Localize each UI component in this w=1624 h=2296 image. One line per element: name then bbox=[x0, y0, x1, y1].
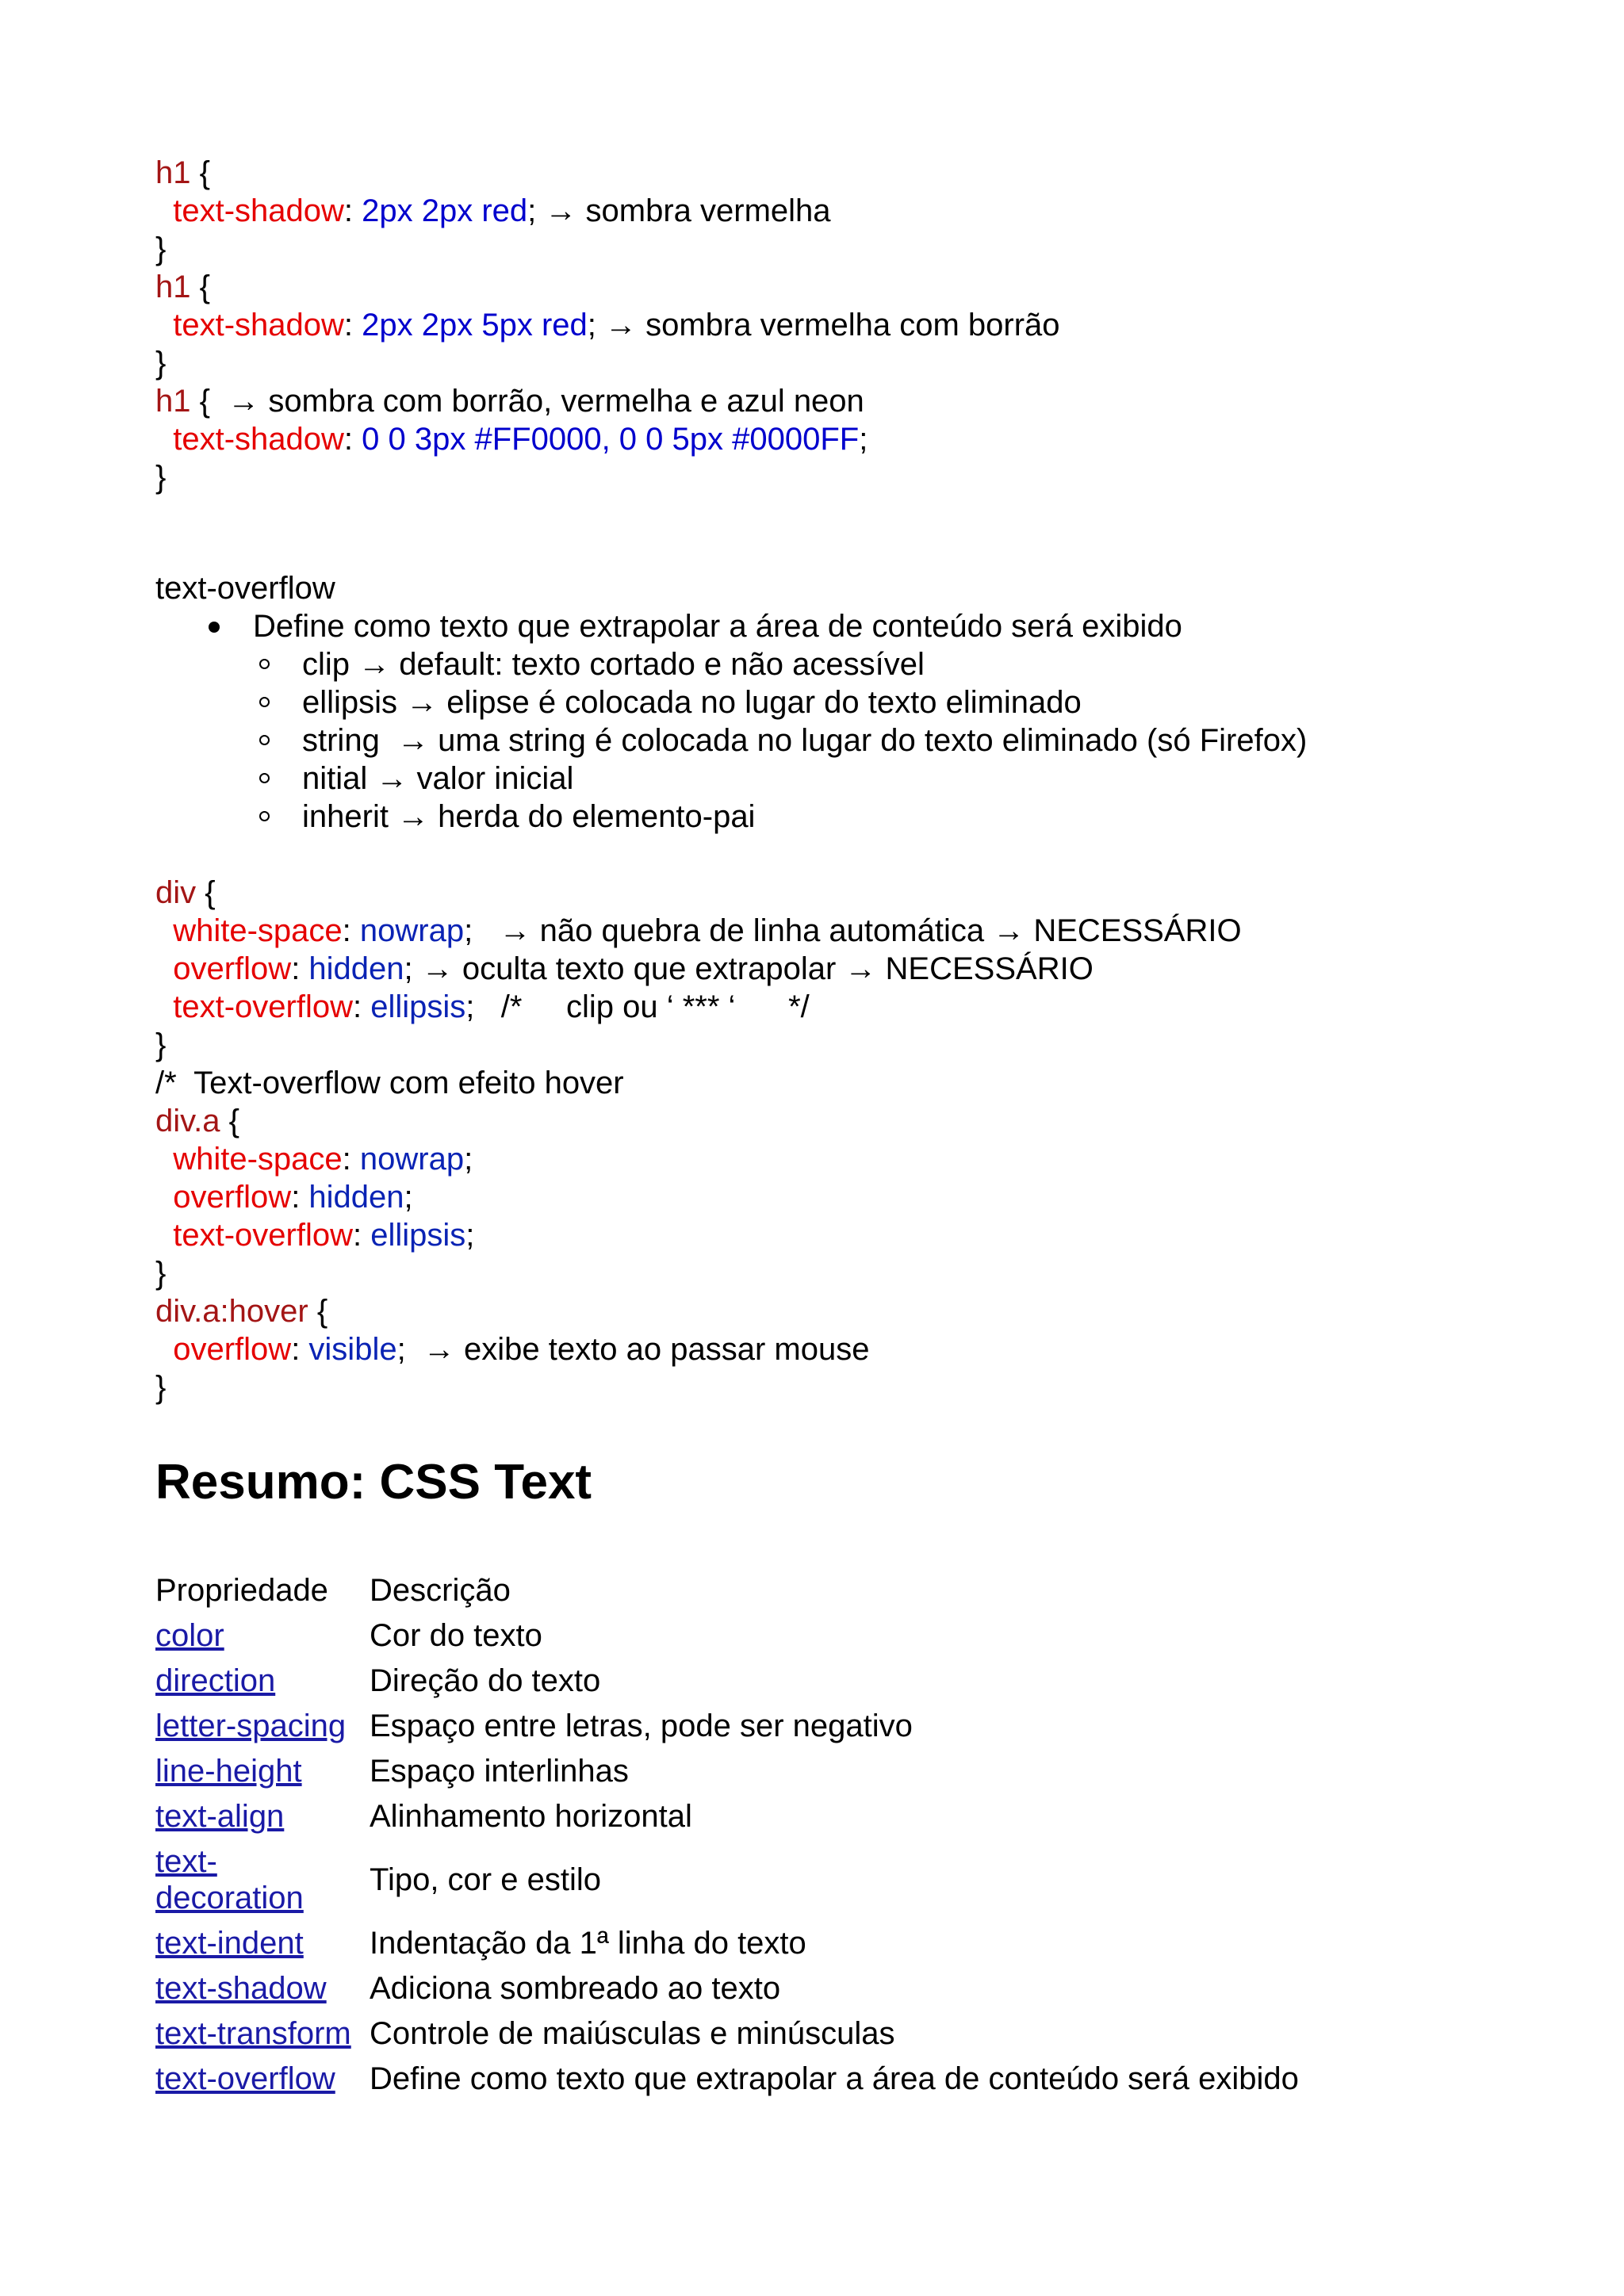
code-comment: ; → sombra vermelha com borrão bbox=[587, 308, 1060, 342]
code-text: : bbox=[291, 951, 309, 986]
css-property: text-shadow bbox=[173, 308, 344, 342]
table-row bbox=[155, 1794, 1307, 1839]
list-item: ellipsis → elipse é colocada no lugar do texto eliminado bbox=[302, 685, 1082, 720]
code-comment: ; → sombra vermelha bbox=[527, 193, 831, 228]
css-selector: h1 bbox=[155, 384, 191, 419]
list-item: clip → default: texto cortado e não acessível bbox=[302, 647, 925, 682]
section-title: text-overflow bbox=[155, 571, 335, 606]
list-item: Define como texto que extrapolar a área de conteúdo será exibido bbox=[253, 609, 1182, 644]
code-line bbox=[155, 1140, 473, 1178]
css-property: white-space bbox=[173, 1142, 343, 1177]
column-header: Descrição bbox=[370, 1573, 511, 1608]
code-text: : bbox=[352, 989, 371, 1024]
code-line bbox=[155, 950, 1094, 988]
table-cell: Controle de maiúsculas e minúsculas bbox=[370, 2016, 895, 2051]
code-line: } bbox=[155, 1256, 167, 1291]
table-cell: Direção do texto bbox=[370, 1663, 601, 1698]
bullet-circle-icon bbox=[259, 735, 270, 745]
code-text: ; bbox=[465, 1218, 475, 1253]
css-property: overflow bbox=[173, 1332, 292, 1367]
table-row bbox=[155, 1966, 1307, 2011]
code-line bbox=[155, 154, 210, 192]
code-text: : bbox=[343, 308, 362, 342]
css-selector: h1 bbox=[155, 155, 191, 190]
code-line bbox=[155, 420, 868, 458]
css-value: 0 0 3px #FF0000, 0 0 5px #0000FF bbox=[362, 422, 860, 457]
code-text: { bbox=[190, 270, 210, 304]
code-line bbox=[155, 192, 831, 230]
property-link[interactable]: text- decoration bbox=[155, 1844, 304, 1915]
code-text: : bbox=[291, 1332, 309, 1367]
code-text: ; bbox=[859, 422, 868, 457]
code-line bbox=[155, 1292, 327, 1330]
table-cell: Define como texto que extrapolar a área de conteúdo será exibido bbox=[370, 2061, 1299, 2096]
property-link[interactable]: text-transform bbox=[155, 2016, 351, 2051]
bullet-circle-icon bbox=[259, 659, 270, 669]
css-property: text-overflow bbox=[173, 989, 353, 1024]
code-line: } bbox=[155, 1370, 167, 1405]
property-link[interactable]: line-height bbox=[155, 1754, 302, 1789]
code-text: : bbox=[291, 1180, 309, 1215]
code-line bbox=[155, 268, 210, 306]
code-line bbox=[155, 988, 810, 1026]
code-text: { bbox=[196, 875, 216, 910]
section-heading: Resumo: CSS Text bbox=[155, 1455, 592, 1510]
table-row bbox=[155, 1613, 1307, 1659]
css-selector: div.a bbox=[155, 1104, 220, 1138]
css-value: ellipsis bbox=[370, 989, 466, 1024]
table-cell: Indentação da 1ª linha do texto bbox=[370, 1926, 806, 1961]
table-cell: Tipo, cor e estilo bbox=[370, 1862, 601, 1897]
code-text: : bbox=[352, 1218, 371, 1253]
table-row bbox=[155, 1749, 1307, 1794]
code-line bbox=[155, 382, 864, 420]
css-value: nowrap bbox=[359, 913, 465, 948]
code-line bbox=[155, 1330, 869, 1368]
list-item: string → uma string é colocada no lugar do texto eliminado (só Firefox) bbox=[302, 723, 1308, 758]
property-link[interactable]: letter-spacing bbox=[155, 1709, 347, 1743]
table-cell: Espaço entre letras, pode ser negativo bbox=[370, 1709, 913, 1743]
css-selector: div.a:hover bbox=[155, 1294, 308, 1329]
table-header-row bbox=[155, 1568, 1307, 1613]
code-line bbox=[155, 874, 216, 912]
property-link[interactable]: direction bbox=[155, 1663, 276, 1698]
list-item: inherit → herda do elemento-pai bbox=[302, 799, 756, 834]
table-row bbox=[155, 1921, 1307, 1966]
css-property: text-shadow bbox=[173, 193, 344, 228]
code-text: ; bbox=[404, 1180, 413, 1215]
code-line: } bbox=[155, 346, 167, 381]
code-text: { bbox=[308, 1294, 328, 1329]
property-link[interactable]: text-align bbox=[155, 1799, 285, 1834]
css-property: overflow bbox=[173, 951, 292, 986]
table-row bbox=[155, 1704, 1307, 1749]
code-line bbox=[155, 1178, 413, 1216]
bullet-circle-icon bbox=[259, 811, 270, 821]
bullet-circle-icon bbox=[259, 773, 270, 783]
table-cell: Alinhamento horizontal bbox=[370, 1799, 692, 1834]
code-text: : bbox=[343, 193, 362, 228]
css-selector: h1 bbox=[155, 270, 191, 304]
code-line bbox=[155, 1216, 474, 1254]
code-text: : bbox=[343, 422, 362, 457]
summary-table bbox=[155, 1568, 1307, 2102]
code-line bbox=[155, 306, 1060, 344]
code-text: : bbox=[342, 1142, 360, 1177]
property-link[interactable]: text-shadow bbox=[155, 1971, 327, 2006]
code-comment: ; → exibe texto ao passar mouse bbox=[396, 1332, 870, 1367]
css-value: hidden bbox=[308, 1180, 404, 1215]
code-comment: ; → não quebra de linha automática → NECESSÁRIO bbox=[464, 913, 1242, 948]
css-property: text-shadow bbox=[173, 422, 344, 457]
table-cell: Espaço interlinhas bbox=[370, 1754, 629, 1789]
css-value: ellipsis bbox=[370, 1218, 466, 1253]
code-comment: /* Text-overflow com efeito hover bbox=[155, 1066, 624, 1100]
bullet-circle-icon bbox=[259, 697, 270, 707]
code-text: ; bbox=[464, 1142, 473, 1177]
css-value: 2px 2px red bbox=[362, 193, 528, 228]
code-comment: ; /* clip ou ‘ *** ‘ */ bbox=[465, 989, 810, 1024]
code-line: } bbox=[155, 232, 167, 266]
code-text: { bbox=[190, 155, 210, 190]
table-row bbox=[155, 2057, 1307, 2102]
table-row bbox=[155, 2011, 1307, 2057]
code-text: { → sombra com borrão, vermelha e azul neon bbox=[190, 384, 864, 419]
css-property: white-space bbox=[173, 913, 343, 948]
property-link[interactable]: text-overflow bbox=[155, 2061, 335, 2096]
css-value: hidden bbox=[308, 951, 404, 986]
table-row bbox=[155, 1839, 1307, 1921]
css-property: overflow bbox=[173, 1180, 292, 1215]
table-row bbox=[155, 1659, 1307, 1704]
property-link[interactable]: color bbox=[155, 1618, 224, 1653]
property-link[interactable]: text-indent bbox=[155, 1926, 304, 1961]
code-line: } bbox=[155, 460, 167, 495]
table-cell: Cor do texto bbox=[370, 1618, 542, 1653]
list-item: nitial → valor inicial bbox=[302, 761, 574, 796]
code-text: : bbox=[342, 913, 360, 948]
css-selector: div bbox=[155, 875, 197, 910]
code-line bbox=[155, 1102, 239, 1140]
code-line: } bbox=[155, 1027, 167, 1062]
column-header: Propriedade bbox=[155, 1573, 328, 1608]
bullet-disc-icon bbox=[209, 622, 220, 633]
code-comment: ; → oculta texto que extrapolar → NECESSÁRIO bbox=[404, 951, 1094, 986]
table-cell: Adiciona sombreado ao texto bbox=[370, 1971, 781, 2006]
code-text: { bbox=[220, 1104, 240, 1138]
css-value: 2px 2px 5px red bbox=[362, 308, 588, 342]
css-property: text-overflow bbox=[173, 1218, 353, 1253]
css-value: nowrap bbox=[359, 1142, 465, 1177]
code-line bbox=[155, 912, 1242, 950]
css-value: visible bbox=[308, 1332, 397, 1367]
